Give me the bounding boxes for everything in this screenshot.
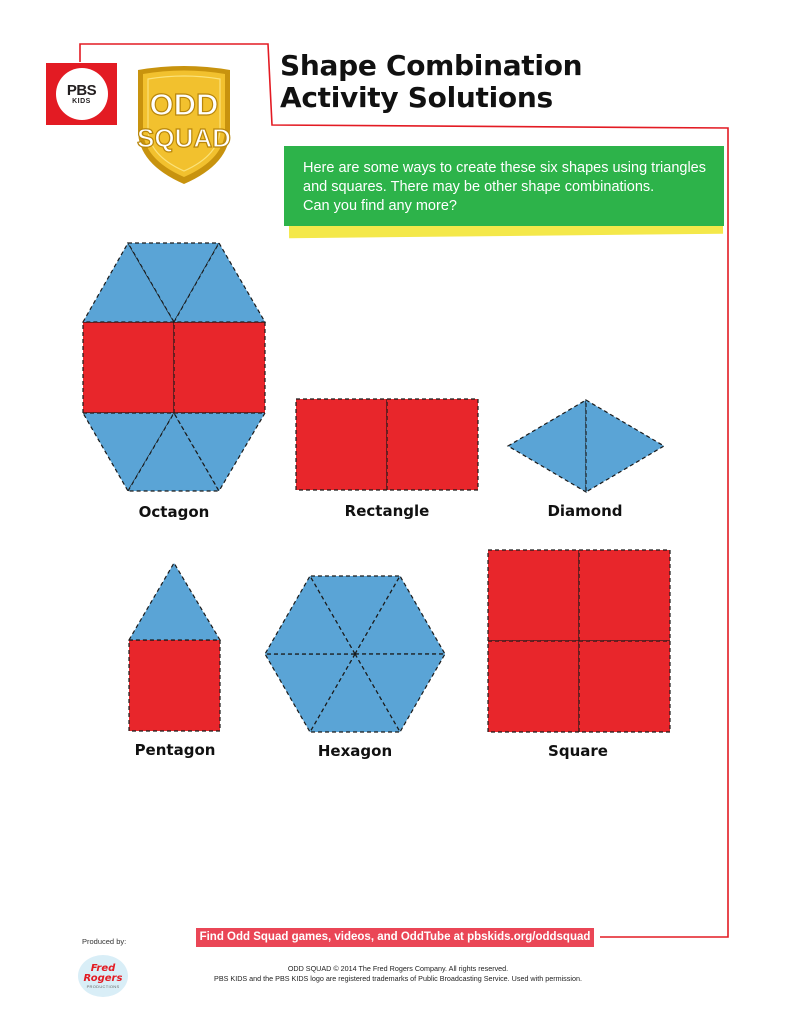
square-piece [579,550,670,641]
callout-line-2: and squares. There may be other shape combinations. [303,179,655,195]
rectangle-square [387,399,478,490]
pentagon-triangle [129,563,220,640]
octagon-square [83,322,174,413]
callout-line-3: Can you find any more? [303,198,457,214]
octagon-square [174,322,265,413]
pentagon-label: Pentagon [134,741,216,759]
page-title-line-2: Activity Solutions [280,81,553,114]
copyright-line-2: PBS KIDS and the PBS KIDS logo are registered trademarks of Public Broadcasting Service. Used with permission. [214,974,582,983]
square-label: Square [548,742,608,760]
fred-logo-line-2: Rogers [83,972,123,984]
diamond-label: Diamond [547,502,623,520]
fred-rogers-productions-logo [78,955,128,997]
fred-logo-line-1: Fred [90,962,116,974]
diamond-triangle [508,400,586,492]
diamond-triangle [586,400,664,492]
callout-line-1: Here are some ways to create these six shapes using triangles [303,160,706,176]
kids-logo-text: KIDS [72,98,91,105]
square-piece [488,641,579,732]
page-title-line-1: Shape Combination [280,49,583,82]
produced-by-label: Produced by: [82,937,127,946]
odd-squad-website-banner[interactable]: Find Odd Squad games, videos, and OddTube at pbskids.org/oddsquad [196,928,594,947]
hexagon-label: Hexagon [317,742,393,760]
fred-logo-line-3: PRODUCTIONS [86,983,120,989]
pbs-logo-text: PBS [66,82,97,99]
pentagon-square [129,640,220,731]
square-piece [579,641,670,732]
odd-squad-logo-odd: ODD [149,87,219,122]
octagon-label: Octagon [138,503,210,521]
copyright-notice [196,964,600,984]
rectangle-label: Rectangle [344,502,430,520]
copyright-line-1: ODD SQUAD © 2014 The Fred Rogers Company. All rights reserved. [287,964,509,973]
odd-squad-logo-squad: SQUAD [137,123,231,153]
square-piece [488,550,579,641]
rectangle-square [296,399,387,490]
